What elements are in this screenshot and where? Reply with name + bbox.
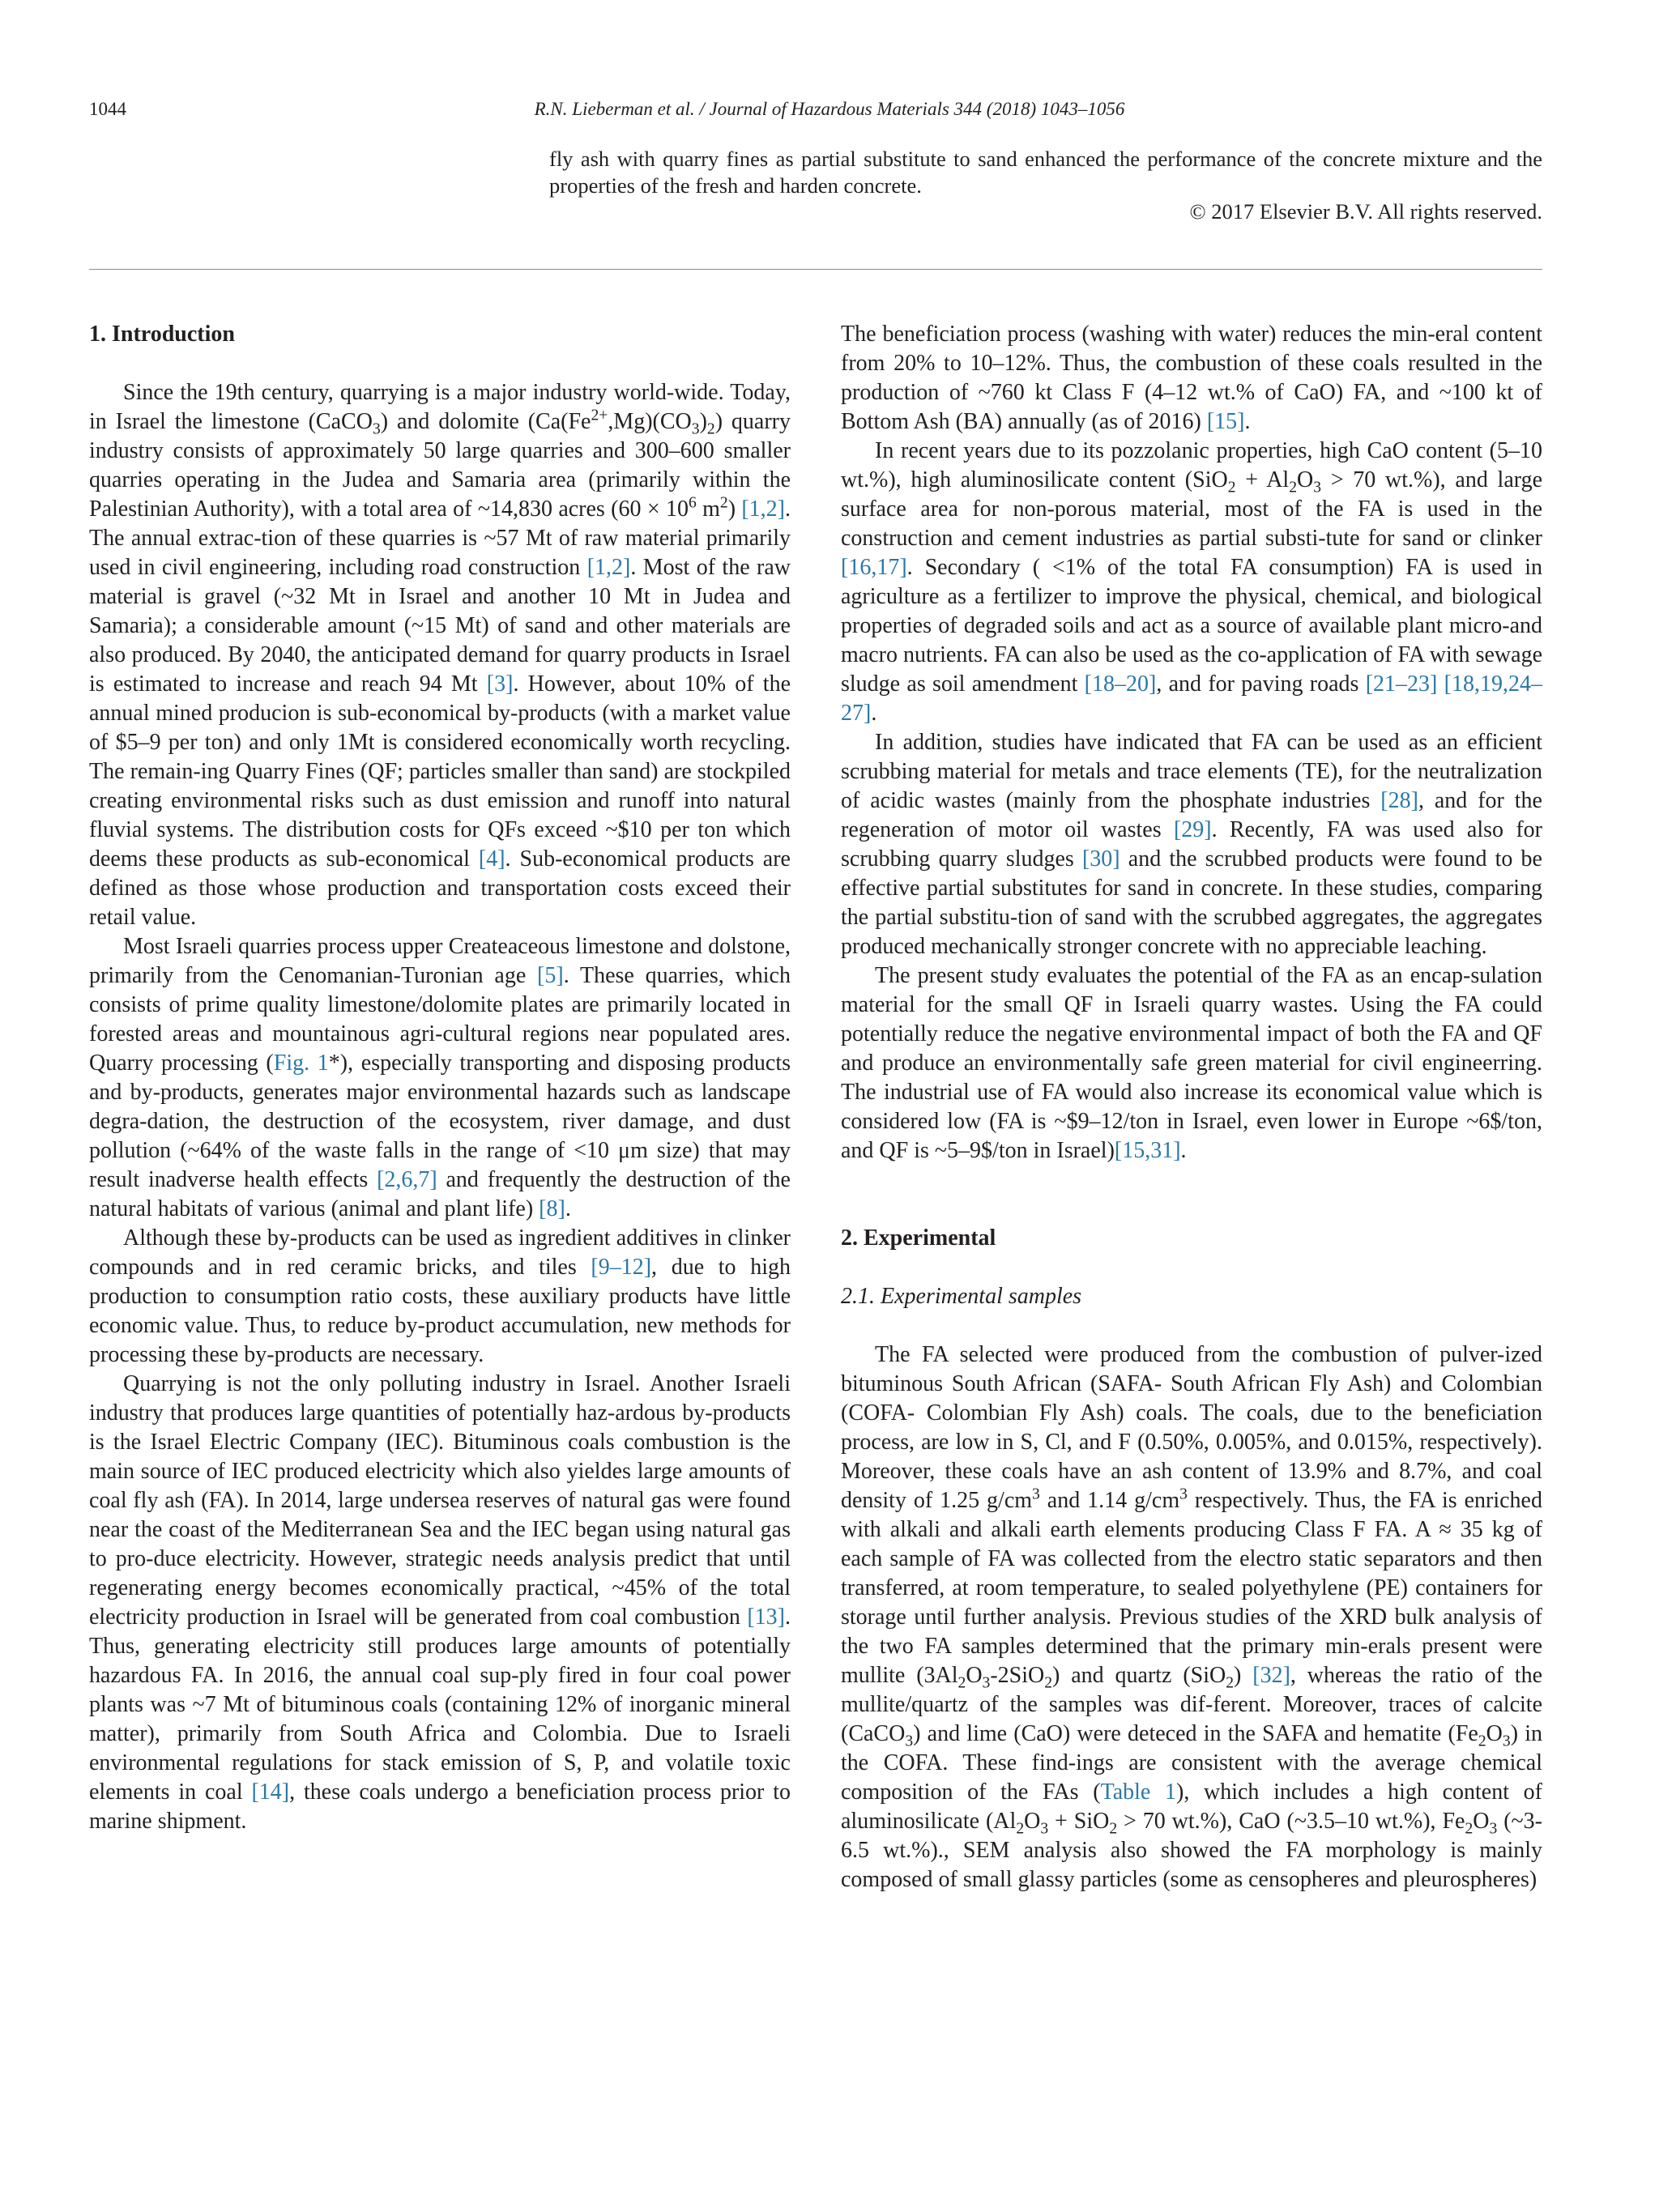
citation-link[interactable]: [15] [1206, 409, 1245, 434]
table-link[interactable]: Table 1 [1100, 1779, 1177, 1805]
citation-link[interactable]: [21–23] [1365, 671, 1438, 697]
citation-link[interactable]: [16,17] [841, 555, 907, 580]
paragraph: The beneficiation process (washing with water) reduces the min-eral content from 20% to 10–12%. Thus, the combustion of these coals resulted in the production of ~760 kt Class F (4–12 wt.% of CaO) FA, and ~100 kt of Bottom Ash (BA) annually (as of 2016) [15]. [841, 322, 1542, 434]
section-heading-experimental: 2. Experimental [841, 1225, 996, 1251]
paragraph: Quarrying is not the only polluting industry in Israel. Another Israeli industry that produces large quantities of potentially haz-ardous by-products is the Israel Electric Company (IEC). Bituminous coals combustion is the main source of IEC produced electricity which also yieldes large amounts of coal fly ash (FA). In 2014, large undersea reserves of natural gas were found near the coast of the Mediterranean Sea and the IEC began using natural gas to pro-duce electricity. However, strategic needs analysis predict that until regenerating energy becomes economically practical, ~45% of the total electricity production in Israel will be generated from coal combustion [13]. Thus, generating electricity still produces large amounts of potentially hazardous FA. In 2016, the annual coal sup-ply fired in four coal power plants was ~7 Mt of bituminous coals (containing 12% of inorganic mineral matter), primarily from South Africa and Colombia. Due to Israeli environmental regulations for stack emission of S, P, and volatile toxic elements in coal [14], these coals undergo a beneficiation process prior to marine shipment. [89, 1371, 791, 1834]
citation-link[interactable]: [1,2] [586, 555, 631, 580]
citation-link[interactable]: [1,2] [741, 497, 786, 522]
header-rule [89, 269, 1542, 270]
citation-link[interactable]: [2,6,7] [377, 1167, 437, 1192]
page-number: 1044 [89, 99, 126, 119]
paragraph: The present study evaluates the potential of the FA as an encap-sulation material for the small QF in Israeli quarry wastes. Using the FA could potentially reduce the negative environmental impact of both the FA and QF and produce an environmentally safe green material for civil engineerring. The industrial use of FA would also increase its economical value which is considered low (FA is ~$9–12/ton in Israel, even lower in Europe ~6$/ton, and QF is ~5–9$/ton in Israel)[15,31]. [841, 963, 1542, 1163]
paragraph: Most Israeli quarries process upper Createaceous limestone and dolstone, primarily from the Cenomanian-Turonian age [5]. These quarries, which consists of prime quality limestone/dolomite plates are primarily located in forested areas and mountainous agri-cultural regions near populated ares. Quarry processing (Fig. 1*), especially transporting and disposing products and by-products, generates major environmental hazards such as landscape degra-dation, the destruction of the ecosystem, river damage, and dust pollution (~64% of the waste falls in the range of <10 μm size) that may result inadverse health effects [2,6,7] and frequently the destruction of the natural habitats of various (animal and plant life) [8]. [89, 934, 791, 1221]
citation-link[interactable]: [4] [478, 846, 505, 872]
citation-link[interactable]: [9–12] [591, 1255, 652, 1280]
citation-link[interactable]: [3] [486, 671, 514, 697]
abstract-tail: fly ash with quarry fines as partial substitute to sand enhanced the performance of the concrete mixture and the properties of the fresh and harden concrete. [549, 147, 1542, 198]
citation-link[interactable]: [15,31] [1114, 1138, 1181, 1163]
citation-link[interactable]: [14] [251, 1779, 290, 1805]
paragraph: Although these by-products can be used as ingredient additives in clinker compounds and in red ceramic bricks, and tiles [9–12], due to high production to consumption ratio costs, these auxiliary products have little economic value. Thus, to reduce by-product accumulation, new methods for processing these by-products are necessary. [89, 1225, 791, 1367]
citation-link[interactable]: [8] [539, 1196, 565, 1221]
subsection-heading-experimental-samples: 2.1. Experimental samples [841, 1284, 1082, 1309]
copyright: © 2017 Elsevier B.V. All rights reserved. [1189, 199, 1542, 224]
paragraph: In recent years due to its pozzolanic properties, high CaO content (5–10 wt.%), high aluminosilicate content ($SiO_2 + Al_2O_3 > 70$ wt.%), and large surface area for non-porous material, most of the FA is used in the construction and cement industries as partial substi-tute for sand or clinker [16,17]. Secondary ( <1% of the total FA consumption) FA is used in agriculture as a fertilizer to improve the physical, chemical, and biological properties of degraded soils and act as a source of available plant micro-and macro nutrients. FA can also be used as the co-application of FA with sewage sludge as soil amendment [18–20], and for paving roads [21–23] [18,19,24–27]. [841, 438, 1542, 726]
citation-link[interactable]: [28] [1380, 788, 1418, 813]
paragraph: In addition, studies have indicated that FA can be used as an efficient scrubbing material for metals and trace elements (TE), for the neutralization of acidic wastes (mainly from the phosphate industries [28], and for the regeneration of motor oil wastes [29]. Recently, FA was used also for scrubbing quarry sludges [30] and the scrubbed products were found to be effective partial substitutes for sand in concrete. In these studies, comparing the partial substitu-tion of sand with the scrubbed aggregates, the aggregates produced mechanically stronger concrete with no appreciable leaching. [841, 730, 1542, 959]
citation-link[interactable]: [29] [1173, 817, 1212, 842]
running-head: R.N. Lieberman et al. / Journal of Hazardous Materials 344 (2018) 1043–1056 [534, 99, 1125, 119]
citation-link[interactable]: [32] [1252, 1663, 1290, 1688]
section-heading-introduction: 1. Introduction [89, 322, 235, 347]
right-column [841, 320, 1542, 1894]
paragraph: Since the 19th century, quarrying is a major industry world-wide. Today, in Israel the limestone (CaCO$_3$) and dolomite $(Ca(Fe^{2+},Mg)(CO_3)_2)$ quarry industry consists of approximately 50 large quarries and 300–600 smaller quarries operating in the Judea and Samaria area (primarily within the Palestinian Authority), with a total area of ~14,830 acres ($60 \times 10^6$ $m^2$) [1,2]. The annual extrac-tion of these quarries is ~57 Mt of raw material primarily used in civil engineering, including road construction [1,2]. Most of the raw material is gravel (~32 Mt in Israel and another 10 Mt in Judea and Samaria); a considerable amount (~15 Mt) of sand and other materials are also produced. By 2040, the anticipated demand for quarry products in Israel is estimated to increase and reach 94 Mt [3]. However, about 10% of the annual mined producion is sub-economical by-products (with a market value of $5–9 per ton) and only 1Mt is considered economically worth recycling. The remain-ing Quarry Fines (QF; particles smaller than sand) are stockpiled creating environmental risks such as dust emission and runoff into natural fluvial systems. The distribution costs for QFs exceed ~$10 per ton which deems these products as sub-economical [4]. Sub-economical products are defined as those whose production and transportation costs exceed their retail value. [89, 380, 791, 930]
citation-link[interactable]: [18–20] [1084, 671, 1157, 697]
citation-link[interactable]: [30] [1081, 846, 1120, 872]
citation-link[interactable]: [5] [537, 963, 564, 988]
figure-link[interactable]: Fig. 1 [273, 1051, 329, 1076]
citation-link[interactable]: [13] [747, 1605, 785, 1630]
paragraph: The FA selected were produced from the combustion of pulver-ized bituminous South African (SAFA- South African Fly Ash) and Colombian (COFA- Colombian Fly Ash) coals. The coals, due to the beneficiation process, are low in S, Cl, and F (0.50%, 0.005%, and 0.015%, respectively). Moreover, these coals have an ash content of 13.9% and 8.7%, and coal density of 1.25 $g/cm^3$ and 1.14 $g/cm^3$ respectively. Thus, the FA is enriched with alkali and alkali earth elements producing Class F FA. A ≈ 35 kg of each sample of FA was collected from the electro static separators and then transferred, at room temperature, to sealed polyethylene (PE) containers for storage until further analysis. Previous studies of the XRD bulk analysis of the two FA samples determined that the primary min-erals present were mullite $(3Al_2O_3-2SiO_2)$ and quartz (SiO$_2$) [32], whereas the ratio of the mullite/quartz of the samples was dif-ferent. Moreover, traces of calcite (CaCO$_3$) and lime (CaO) were deteced in the SAFA and hematite $(Fe_2O_3)$ in the COFA. These find-ings are consistent with the average chemical composition of the FAs (Table 1), which includes a high content of aluminosilicate ($Al_2O_3 + SiO_2 > 70$ wt.%), CaO (~3.5–10 wt.%), $Fe_2O_3$ (~3-6.5 wt.%)., SEM analysis also showed the FA morphology is mainly composed of small glassy particles (some as censopheres and pleurospheres) [841, 1342, 1542, 1892]
citation-link[interactable]: [18,19,24–27] [841, 671, 1542, 726]
left-column [89, 320, 791, 1836]
